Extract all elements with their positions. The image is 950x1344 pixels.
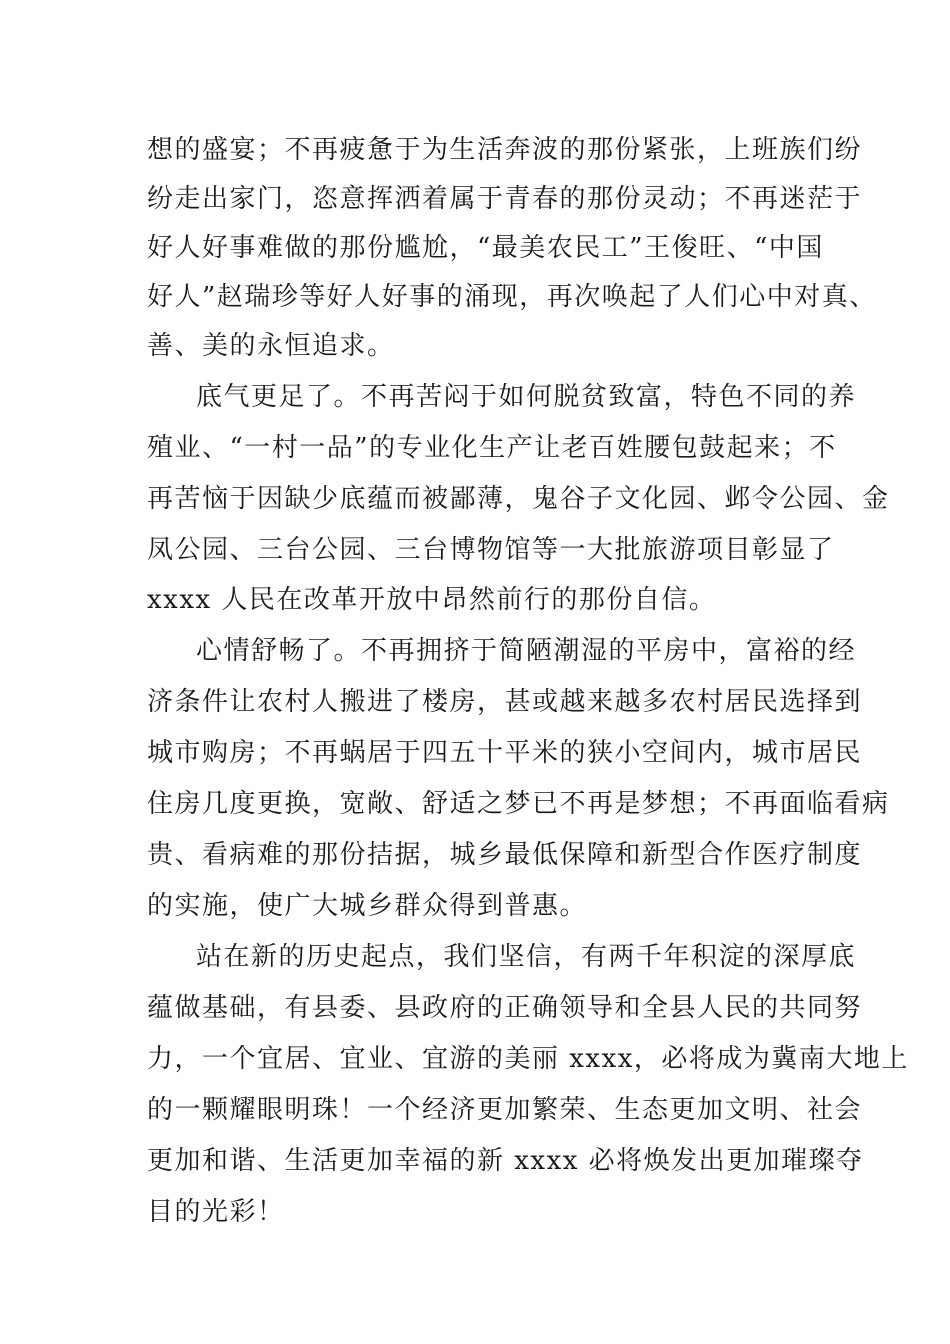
text-line: 贵、看病难的那份拮据，城乡最低保障和新型合作医疗制度 [147,840,863,870]
text-line: 更加和谐、生活更加幸福的新 xxxx 必将焕发出更加璀璨夺 [147,1146,864,1176]
text-line: xxxx 人民在改革开放中昂然前行的那份自信。 [147,585,717,615]
text-line: 的一颗耀眼明珠！一个经济更加繁荣、生态更加文明、社会 [147,1095,863,1125]
text-line: 殖业、“一村一品”的专业化生产让老百姓腰包鼓起来；不 [147,433,837,463]
text-line: 再苦恼于因缺少底蕴而被鄙薄，鬼谷子文化园、邺令公园、金 [147,484,890,514]
text-line: 的实施，使广大城乡群众得到普惠。 [147,891,588,921]
text-line: 济条件让农村人搬进了楼房，甚或越来越多农村居民选择到 [147,687,863,717]
text-line: 想的盛宴；不再疲惫于为生活奔波的那份紧张，上班族们纷 [147,135,863,165]
text-line: 纷走出家门，恣意挥洒着属于青春的那份灵动；不再迷茫于 [147,184,863,214]
text-line: 城市购房；不再蜗居于四五十平米的狭小空间内，城市居民 [147,738,863,768]
text-line: 好人好事难做的那份尴尬，“最美农民工”王俊旺、“中国 [147,233,824,263]
paragraph-start-line: 站在新的历史起点，我们坚信，有两千年积淀的深厚底 [196,942,857,972]
paragraph-start-line: 底气更足了。不再苦闷于如何脱贫致富，特色不同的养 [196,382,857,412]
text-line: 凤公园、三台公园、三台博物馆等一大批旅游项目彰显了 [147,535,835,565]
text-line: 善、美的永恒追求。 [147,331,395,361]
text-line: 蕴做基础，有县委、县政府的正确领导和全县人民的共同努 [147,993,863,1023]
text-line: 住房几度更换，宽敞、舒适之梦已不再是梦想；不再面临看病 [147,789,890,819]
text-line: 力，一个宜居、宜业、宜游的美丽 xxxx，必将成为冀南大地上 [147,1044,909,1074]
paragraph-start-line: 心情舒畅了。不再拥挤于简陋潮湿的平房中，富裕的经 [196,636,857,666]
text-line: 好人”赵瑞珍等好人好事的涌现，再次唤起了人们心中对真、 [147,282,877,312]
text-line: 目的光彩！ [147,1197,285,1227]
